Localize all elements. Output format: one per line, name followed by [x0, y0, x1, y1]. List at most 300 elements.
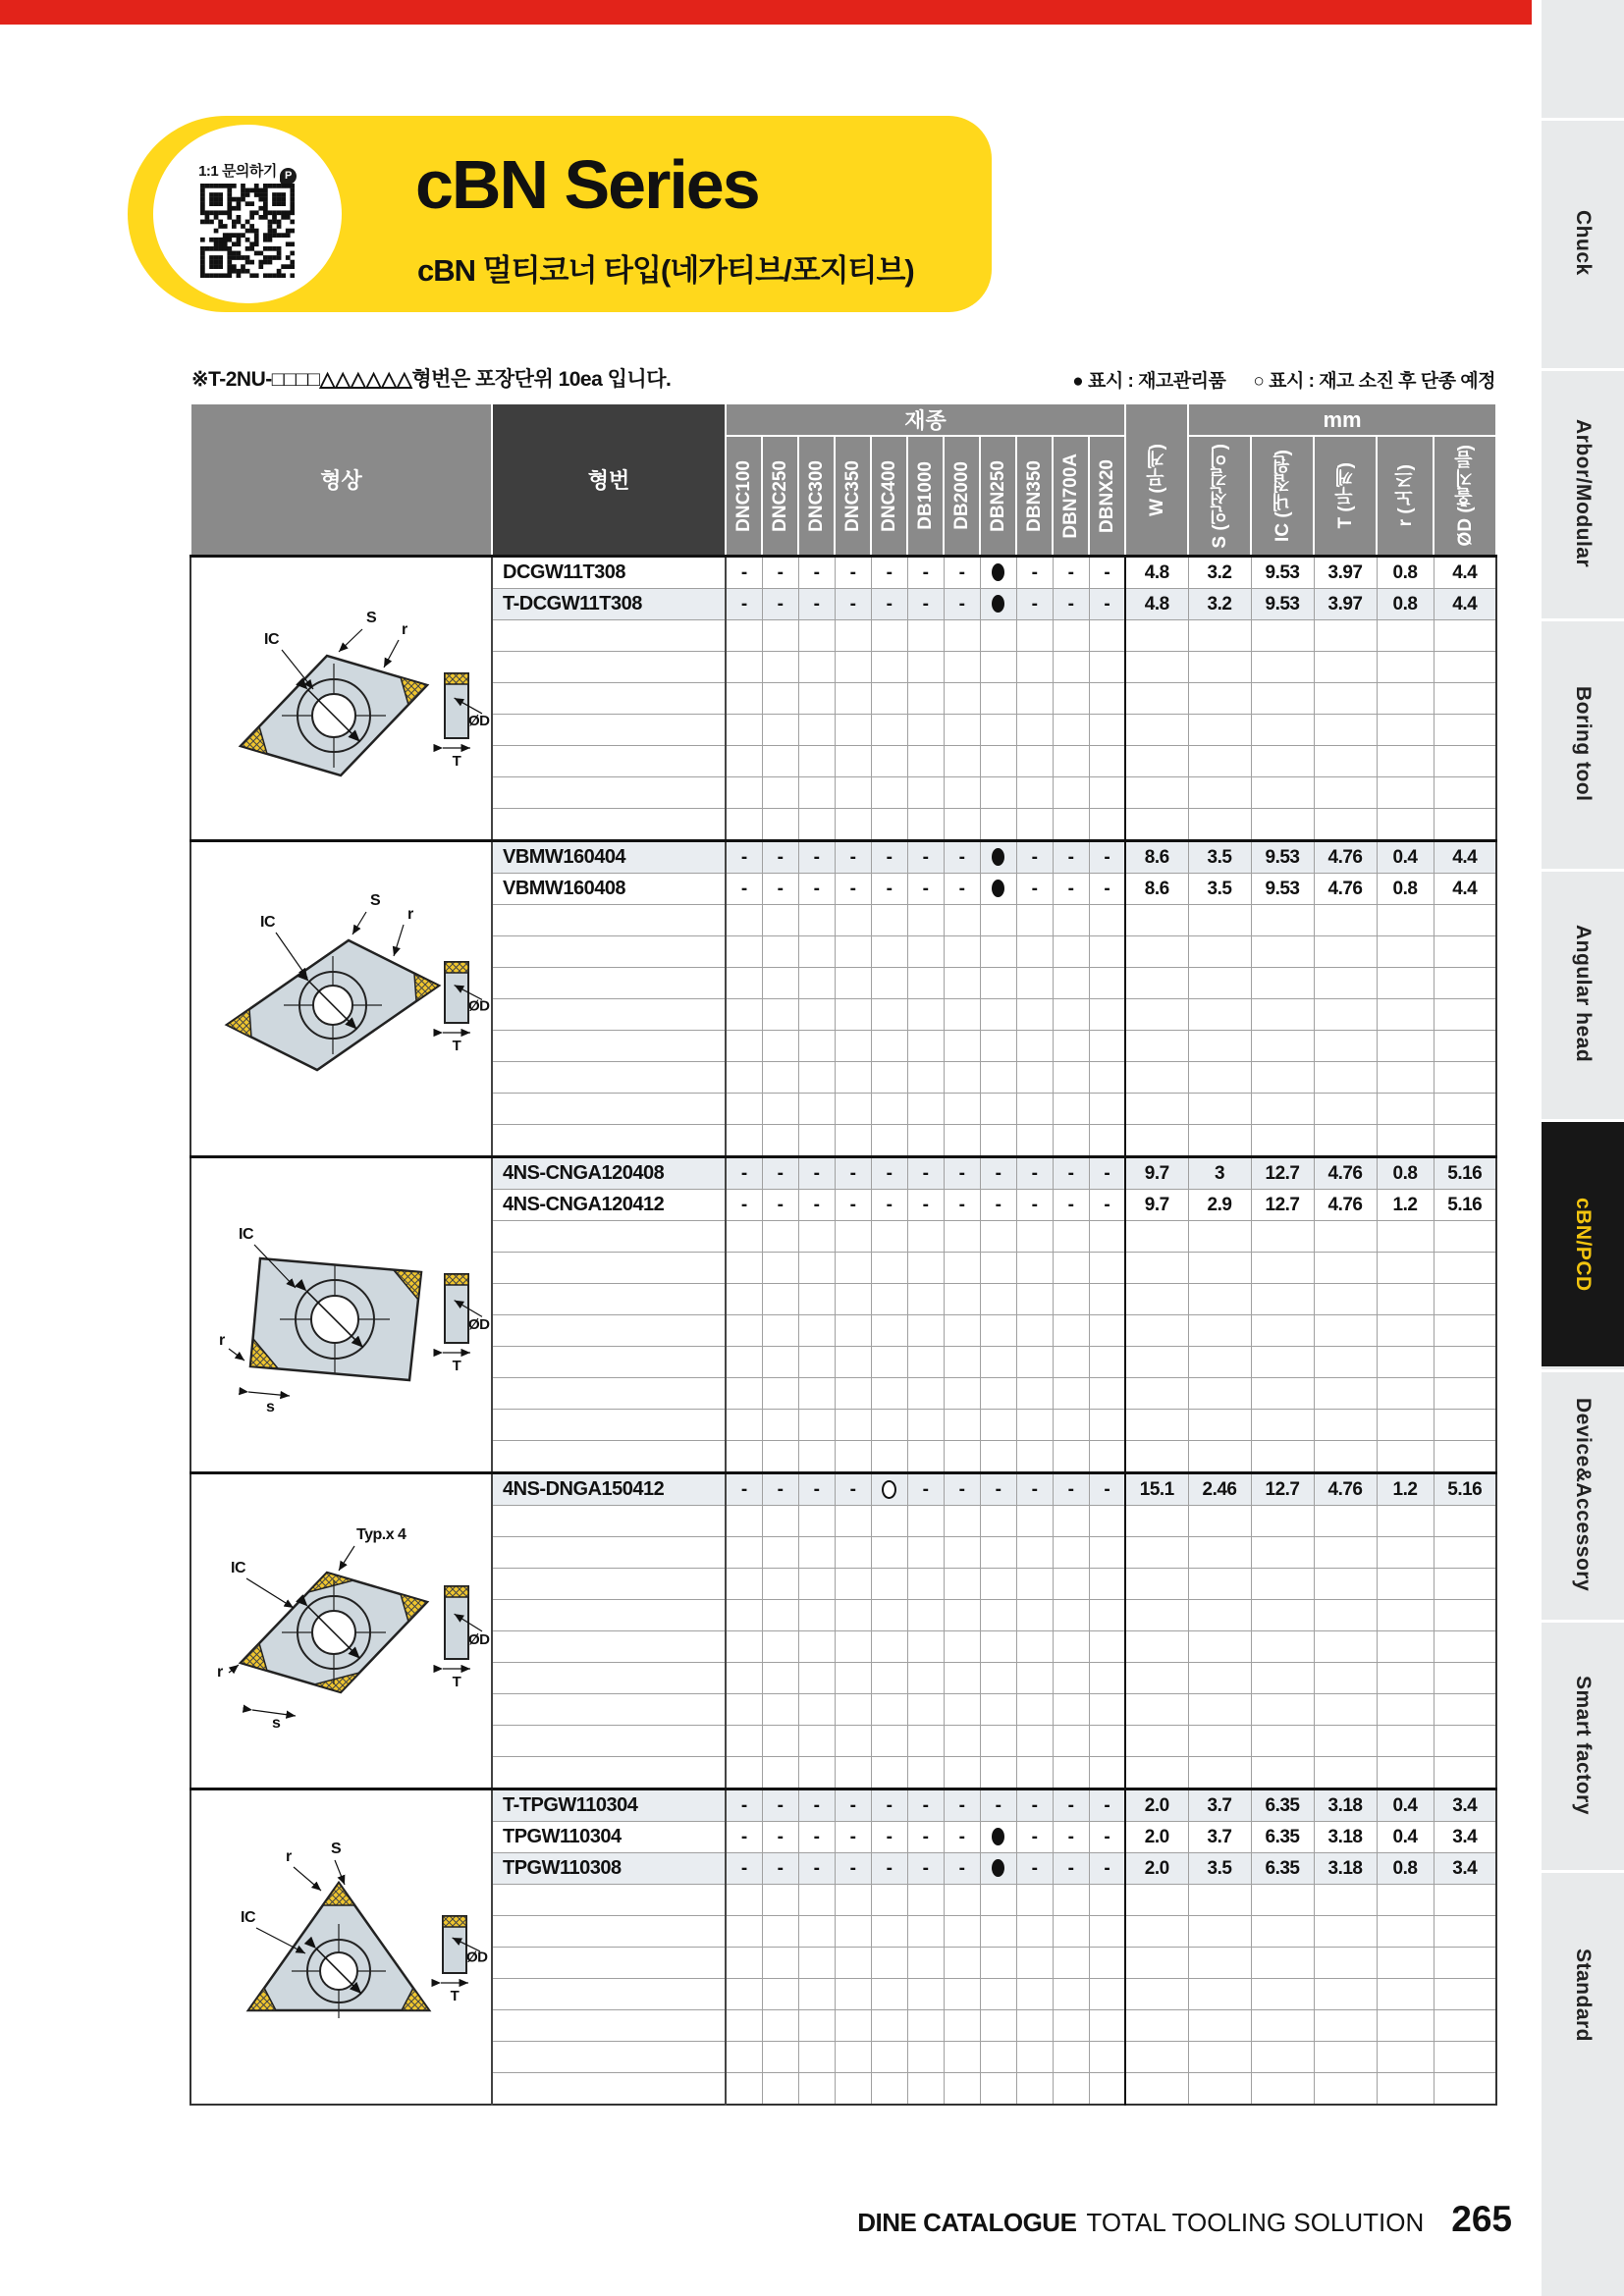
grade-cell	[762, 1569, 798, 1600]
dim-cell	[1125, 1569, 1188, 1600]
grade-cell	[944, 715, 980, 746]
shape-cell-v35	[190, 841, 492, 1157]
grade-cell	[944, 1221, 980, 1253]
grade-cell	[1016, 1537, 1053, 1569]
dim-cell	[1434, 2073, 1496, 2106]
model-cell	[492, 1441, 726, 1473]
dim-cell	[1314, 620, 1377, 652]
grade-cell: -	[762, 1157, 798, 1190]
dim-cell	[1188, 1757, 1251, 1789]
dim-cell	[1314, 715, 1377, 746]
grade-cell: -	[907, 1473, 944, 1506]
dim-cell	[1125, 1094, 1188, 1125]
grade-cell	[726, 1979, 762, 2010]
grade-cell	[726, 2073, 762, 2106]
grade-cell	[1089, 1125, 1125, 1157]
shape-cell-d55b	[190, 1473, 492, 1789]
grade-cell	[871, 2042, 907, 2073]
grade-cell	[762, 683, 798, 715]
grade-cell: -	[944, 1157, 980, 1190]
dim-cell	[1251, 1378, 1314, 1410]
grade-cell	[1053, 809, 1089, 841]
grade-cell: -	[944, 1789, 980, 1822]
sidebar-tab-smart-factory[interactable]	[1542, 1620, 1624, 1867]
grade-cell	[871, 905, 907, 936]
dim-cell: 5.16	[1434, 1190, 1496, 1221]
grade-cell	[798, 1885, 835, 1916]
grade-cell: -	[871, 557, 907, 589]
dim-cell	[1314, 1441, 1377, 1473]
grade-cell	[944, 746, 980, 777]
dim-cell	[1251, 1979, 1314, 2010]
svg-text:ØD: ØD	[466, 1949, 488, 1966]
dim-cell	[1377, 1885, 1434, 1916]
dim-cell	[1251, 809, 1314, 841]
stock-dot-filled	[992, 1828, 1004, 1845]
grade-col-header-db2000: DB2000	[944, 436, 980, 557]
dim-cell	[1125, 1757, 1188, 1789]
grade-cell: -	[1089, 1853, 1125, 1885]
sidebar-tab-device-accessory[interactable]	[1542, 1369, 1624, 1617]
dim-cell	[1125, 1885, 1188, 1916]
grade-cell	[871, 2010, 907, 2042]
grade-cell	[871, 1916, 907, 1948]
grade-cell: -	[726, 557, 762, 589]
grade-cell	[762, 1062, 798, 1094]
grade-cell	[1089, 1094, 1125, 1125]
grade-cell	[1089, 715, 1125, 746]
svg-text:s: s	[266, 1399, 275, 1415]
dim-cell: 4.76	[1314, 1190, 1377, 1221]
grade-cell	[907, 1726, 944, 1757]
grade-cell	[1053, 936, 1089, 968]
footer	[857, 2199, 1512, 2240]
grade-cell	[835, 1631, 871, 1663]
grade-cell	[835, 905, 871, 936]
grade-cell	[1053, 1221, 1089, 1253]
sidebar-tab-label: Smart factory	[1572, 1675, 1595, 1815]
model-cell	[492, 2042, 726, 2073]
dim-cell	[1377, 1284, 1434, 1315]
grade-cell	[871, 1726, 907, 1757]
dim-cell	[1251, 1726, 1314, 1757]
dim-cell	[1314, 1315, 1377, 1347]
grade-cell	[980, 620, 1016, 652]
dim-cell	[1251, 1506, 1314, 1537]
grade-cell	[1089, 1253, 1125, 1284]
grade-cell: -	[1053, 589, 1089, 620]
dim-cell	[1314, 1347, 1377, 1378]
grade-cell	[762, 1094, 798, 1125]
grade-cell	[726, 1441, 762, 1473]
grade-cell	[762, 1410, 798, 1441]
dim-cell	[1377, 1979, 1434, 2010]
grade-cell	[980, 936, 1016, 968]
grade-cell	[1089, 1569, 1125, 1600]
grade-cell	[944, 1948, 980, 1979]
dim-cell	[1434, 968, 1496, 999]
stock-dot-filled	[992, 595, 1004, 613]
grade-cell	[726, 1569, 762, 1600]
model-cell	[492, 1600, 726, 1631]
dim-cell	[1314, 1694, 1377, 1726]
svg-text:S: S	[370, 892, 381, 909]
dim-cell	[1377, 1221, 1434, 1253]
sidebar-tab-arbor-modular[interactable]	[1542, 368, 1624, 615]
grade-cell: -	[980, 1789, 1016, 1822]
dim-cell	[1434, 1600, 1496, 1631]
grade-cell: -	[871, 1853, 907, 1885]
grade-cell	[907, 1948, 944, 1979]
grade-cell: -	[1016, 1190, 1053, 1221]
dim-cell	[1251, 1757, 1314, 1789]
dim-cell	[1377, 1441, 1434, 1473]
svg-text:IC: IC	[260, 914, 275, 931]
grade-cell: -	[726, 1789, 762, 1822]
dim-cell	[1314, 1125, 1377, 1157]
model-cell: VBMW160404	[492, 841, 726, 874]
grade-cell	[1053, 1537, 1089, 1569]
dim-cell	[1314, 1378, 1377, 1410]
dim-cell	[1377, 1537, 1434, 1569]
grade-cell	[762, 1537, 798, 1569]
grade-cell: -	[1089, 1789, 1125, 1822]
grade-cell: -	[1089, 1822, 1125, 1853]
grade-cell	[871, 1537, 907, 1569]
grade-cell	[835, 2042, 871, 2073]
grade-cell	[980, 589, 1016, 620]
dim-cell	[1251, 1062, 1314, 1094]
grade-cell	[798, 652, 835, 683]
dim-cell	[1251, 1221, 1314, 1253]
model-cell	[492, 1948, 726, 1979]
grade-cell	[944, 1410, 980, 1441]
dim-cell: 3.18	[1314, 1789, 1377, 1822]
dim-cell	[1125, 1253, 1188, 1284]
grade-cell	[944, 809, 980, 841]
dim-cell	[1125, 746, 1188, 777]
grade-cell	[980, 1347, 1016, 1378]
svg-text:r: r	[217, 1664, 223, 1681]
grade-cell	[1089, 1694, 1125, 1726]
model-cell	[492, 1537, 726, 1569]
dim-cell: 3.97	[1314, 589, 1377, 620]
grade-cell	[1016, 1663, 1053, 1694]
dim-cell	[1314, 1569, 1377, 1600]
dim-cell	[1434, 620, 1496, 652]
table-header-model: 형번	[492, 403, 726, 557]
grade-cell	[835, 1062, 871, 1094]
grade-cell	[762, 2042, 798, 2073]
sidebar-tab-standard[interactable]	[1542, 1870, 1624, 2117]
grade-cell	[944, 1726, 980, 1757]
grade-cell	[944, 1253, 980, 1284]
grade-cell	[980, 1506, 1016, 1537]
grade-cell	[1089, 809, 1125, 841]
dim-cell: 3.4	[1434, 1822, 1496, 1853]
stock-dot-filled	[992, 563, 1004, 581]
grade-cell	[944, 1125, 980, 1157]
grade-cell	[798, 1569, 835, 1600]
sidebar-tab-boring-tool[interactable]	[1542, 618, 1624, 866]
grade-cell	[726, 1031, 762, 1062]
dim-cell: 3.7	[1188, 1789, 1251, 1822]
grade-cell	[726, 620, 762, 652]
dim-cell: 6.35	[1251, 1853, 1314, 1885]
grade-cell	[835, 746, 871, 777]
grade-cell	[726, 1600, 762, 1631]
model-cell	[492, 1125, 726, 1157]
grade-cell	[762, 1600, 798, 1631]
grade-cell: -	[726, 1473, 762, 1506]
dim-cell	[1188, 620, 1251, 652]
grade-cell	[726, 1694, 762, 1726]
dim-cell	[1125, 1410, 1188, 1441]
grade-cell	[944, 968, 980, 999]
grade-cell	[1053, 1569, 1089, 1600]
dim-cell	[1314, 1885, 1377, 1916]
dim-cell	[1251, 1569, 1314, 1600]
grade-cell	[798, 1631, 835, 1663]
dim-cell	[1314, 999, 1377, 1031]
grade-cell	[871, 936, 907, 968]
dim-cell: 9.53	[1251, 874, 1314, 905]
grade-cell: -	[1089, 1157, 1125, 1190]
dim-cell: 4.4	[1434, 874, 1496, 905]
dim-cell	[1434, 1062, 1496, 1094]
grade-cell	[980, 1694, 1016, 1726]
dim-cell	[1434, 2010, 1496, 2042]
dim-cell	[1434, 1916, 1496, 1948]
grade-cell	[907, 1347, 944, 1378]
dim-cell	[1188, 1537, 1251, 1569]
catalog-table	[189, 402, 1497, 2106]
grade-cell	[980, 777, 1016, 809]
grade-cell	[1089, 1885, 1125, 1916]
dim-cell	[1377, 2010, 1434, 2042]
shape-cell-tri	[190, 1789, 492, 2106]
dim-cell	[1377, 999, 1434, 1031]
grade-cell	[1016, 1569, 1053, 1600]
grade-cell	[1016, 715, 1053, 746]
dim-cell	[1251, 777, 1314, 809]
dim-cell	[1377, 1094, 1434, 1125]
grade-cell	[871, 683, 907, 715]
grade-cell: -	[1053, 1190, 1089, 1221]
grade-cell	[798, 1378, 835, 1410]
grade-cell	[907, 2073, 944, 2106]
grade-cell	[1016, 2042, 1053, 2073]
dim-cell: 2.46	[1188, 1473, 1251, 1506]
grade-cell	[726, 809, 762, 841]
grade-cell	[798, 1916, 835, 1948]
dim-cell	[1251, 1663, 1314, 1694]
grade-cell	[762, 1631, 798, 1663]
model-cell	[492, 1694, 726, 1726]
sidebar-tab-angular-head[interactable]	[1542, 869, 1624, 1116]
grade-col-header-dnc300: DNC300	[798, 436, 835, 557]
grade-cell	[980, 2073, 1016, 2106]
svg-text:T: T	[452, 1038, 461, 1054]
dim-cell	[1377, 1694, 1434, 1726]
grade-col-header-db1000: DB1000	[907, 436, 944, 557]
dim-cell: 4.76	[1314, 1157, 1377, 1190]
grade-cell	[1016, 1916, 1053, 1948]
grade-cell	[1053, 1378, 1089, 1410]
grade-cell	[726, 1253, 762, 1284]
dim-cell	[1377, 1125, 1434, 1157]
grade-cell	[907, 1979, 944, 2010]
dim-cell	[1434, 715, 1496, 746]
grade-cell	[907, 1663, 944, 1694]
grade-cell	[762, 1726, 798, 1757]
dim-cell	[1188, 2042, 1251, 2073]
dim-cell	[1314, 1031, 1377, 1062]
grade-cell	[1016, 905, 1053, 936]
sidebar-tab-label: Chuck	[1572, 210, 1595, 276]
grade-cell	[980, 1885, 1016, 1916]
grade-cell	[944, 683, 980, 715]
grade-cell	[944, 1979, 980, 2010]
grade-cell	[1016, 968, 1053, 999]
grade-cell	[762, 1315, 798, 1347]
insert-diagram	[191, 597, 491, 828]
grade-cell: -	[762, 874, 798, 905]
dim-cell: 1.2	[1377, 1190, 1434, 1221]
dim-cell	[1188, 1378, 1251, 1410]
dim-cell: 3.5	[1188, 1853, 1251, 1885]
stock-legend	[1072, 366, 1495, 393]
dim-cell	[1434, 1569, 1496, 1600]
grade-cell	[944, 2073, 980, 2106]
table-row	[190, 1157, 1496, 1190]
grade-cell: -	[1016, 874, 1053, 905]
grade-cell	[907, 1694, 944, 1726]
dim-cell	[1125, 1062, 1188, 1094]
grade-cell	[835, 1410, 871, 1441]
grade-cell: -	[1089, 589, 1125, 620]
svg-text:s: s	[272, 1715, 281, 1732]
grade-cell	[1053, 683, 1089, 715]
grade-cell	[944, 2042, 980, 2073]
dim-cell	[1125, 1125, 1188, 1157]
grade-cell	[944, 1663, 980, 1694]
dim-cell	[1434, 1378, 1496, 1410]
dim-cell	[1188, 1221, 1251, 1253]
grade-cell: -	[798, 557, 835, 589]
page-number: 265	[1451, 2199, 1512, 2239]
grade-cell	[1053, 1726, 1089, 1757]
dim-cell	[1377, 1410, 1434, 1441]
dim-cell	[1434, 1347, 1496, 1378]
grade-cell	[835, 1347, 871, 1378]
grade-cell	[871, 620, 907, 652]
dim-cell	[1125, 1979, 1188, 2010]
grade-cell	[835, 1948, 871, 1979]
grade-cell	[907, 905, 944, 936]
dim-cell	[1314, 809, 1377, 841]
grade-cell	[1089, 1726, 1125, 1757]
dim-cell	[1125, 1537, 1188, 1569]
dim-cell	[1377, 1948, 1434, 1979]
grade-cell	[835, 683, 871, 715]
grade-cell: -	[944, 557, 980, 589]
grade-cell: -	[1016, 841, 1053, 874]
dim-cell	[1125, 683, 1188, 715]
grade-cell	[762, 2010, 798, 2042]
dim-cell: 4.8	[1125, 589, 1188, 620]
svg-text:r: r	[286, 1848, 292, 1865]
model-cell	[492, 968, 726, 999]
grade-cell	[871, 1094, 907, 1125]
dim-cell	[1434, 905, 1496, 936]
dim-cell	[1125, 1694, 1188, 1726]
dim-cell	[1377, 1631, 1434, 1663]
dim-cell	[1251, 1916, 1314, 1948]
dim-cell: 3.18	[1314, 1822, 1377, 1853]
grade-cell	[871, 1347, 907, 1378]
dim-cell: 0.8	[1377, 557, 1434, 589]
svg-text:T: T	[452, 1674, 461, 1690]
grade-cell	[726, 1663, 762, 1694]
dim-cell	[1314, 1094, 1377, 1125]
model-cell	[492, 905, 726, 936]
dim-cell	[1314, 1757, 1377, 1789]
model-cell	[492, 1221, 726, 1253]
grade-cell: -	[798, 1190, 835, 1221]
dim-cell	[1314, 2073, 1377, 2106]
grade-cell	[980, 1031, 1016, 1062]
grade-cell	[980, 1315, 1016, 1347]
grade-cell: -	[1053, 1157, 1089, 1190]
dim-cell: 4.4	[1434, 841, 1496, 874]
dim-cell	[1434, 2042, 1496, 2073]
grade-cell	[1016, 1031, 1053, 1062]
dim-cell: 9.53	[1251, 841, 1314, 874]
svg-text:IC: IC	[231, 1560, 245, 1576]
model-cell	[492, 1315, 726, 1347]
grade-cell: -	[944, 1853, 980, 1885]
stock-dot-filled	[992, 1859, 1004, 1877]
grade-cell	[871, 1948, 907, 1979]
grade-cell	[762, 936, 798, 968]
dim-cell	[1251, 652, 1314, 683]
grade-cell	[726, 2010, 762, 2042]
svg-text:S: S	[331, 1841, 342, 1857]
model-cell	[492, 2073, 726, 2106]
grade-cell	[798, 2073, 835, 2106]
dim-cell	[1314, 1663, 1377, 1694]
grade-cell	[1016, 683, 1053, 715]
dim-cell	[1251, 1885, 1314, 1916]
grade-cell	[798, 809, 835, 841]
sidebar-tab-chuck[interactable]	[1542, 118, 1624, 365]
grade-cell	[726, 1410, 762, 1441]
dim-cell	[1188, 1031, 1251, 1062]
dim-cell: 9.7	[1125, 1190, 1188, 1221]
grade-cell	[1053, 652, 1089, 683]
dim-cell	[1434, 1253, 1496, 1284]
grade-cell	[980, 1125, 1016, 1157]
grade-cell	[1053, 2042, 1089, 2073]
dim-cell	[1377, 2042, 1434, 2073]
grade-cell	[1089, 1284, 1125, 1315]
dim-cell	[1251, 2073, 1314, 2106]
grade-cell	[762, 1284, 798, 1315]
dim-cell	[1188, 1253, 1251, 1284]
sidebar-tab-cbn-pcd[interactable]	[1542, 1119, 1624, 1366]
grade-cell: -	[871, 841, 907, 874]
